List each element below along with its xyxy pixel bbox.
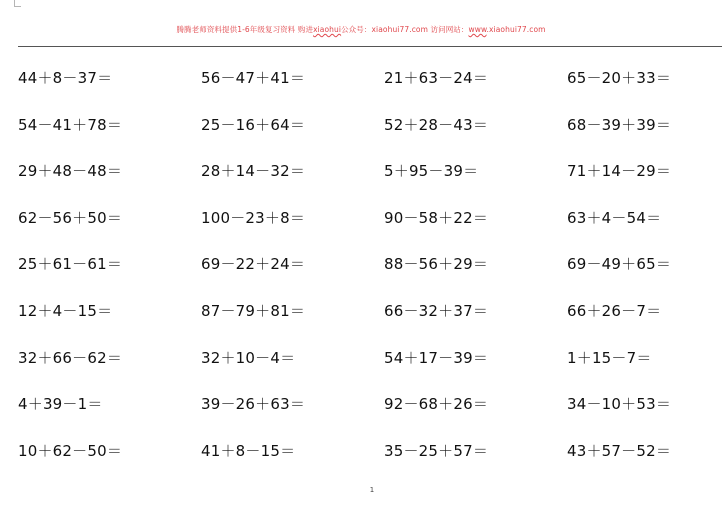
- page-header: [0, 24, 722, 35]
- page-number: 1: [369, 486, 375, 494]
- math-problem: 66－32＋37＝: [384, 301, 489, 320]
- header-text-part2: 公众号：xiaohui77.com 访问网站：: [341, 25, 469, 34]
- math-problem: 25－16＋64＝: [201, 115, 306, 134]
- math-problem: 43＋57－52＝: [567, 441, 672, 460]
- math-problem: 25＋61－61＝: [18, 255, 123, 274]
- math-problem: 29＋48－48＝: [18, 162, 123, 181]
- math-problem: 90－58＋22＝: [384, 208, 489, 227]
- math-problem: 1＋15－7＝: [567, 348, 652, 367]
- header-text-wavy1: xiaohui: [313, 25, 342, 34]
- math-problem: 54－41＋78＝: [18, 115, 123, 134]
- header-text-wavy2: www: [468, 25, 487, 34]
- header-text-part3: .xiaohui77.com: [486, 25, 546, 34]
- math-problem: 65－20＋33＝: [567, 69, 672, 87]
- math-problem: 56－47＋41＝: [201, 69, 306, 87]
- math-problem: 68－39＋39＝: [567, 115, 672, 134]
- math-problem: 28＋14－32＝: [201, 162, 306, 181]
- math-problem: 10＋62－50＝: [18, 441, 123, 460]
- math-problem: 32＋10－4＝: [201, 348, 296, 367]
- math-problem: 12＋4－15＝: [18, 301, 113, 320]
- math-problem: 69－22＋24＝: [201, 255, 306, 274]
- math-problem: 63＋4－54＝: [567, 208, 662, 227]
- math-problem: 71＋14－29＝: [567, 162, 672, 181]
- math-problem: 32＋66－62＝: [18, 348, 123, 367]
- math-problem: 62－56＋50＝: [18, 208, 123, 227]
- math-problem: 92－68＋26＝: [384, 395, 489, 414]
- math-problem: 4＋39－1＝: [18, 395, 103, 414]
- math-problem: 52＋28－43＝: [384, 115, 489, 134]
- math-problem: 87－79＋81＝: [201, 301, 306, 320]
- math-problem: 44＋8－37＝: [18, 69, 113, 87]
- math-problem: 5＋95－39＝: [384, 162, 479, 181]
- problem-grid: [18, 66, 722, 485]
- math-problem: 66＋26－7＝: [567, 301, 662, 320]
- header-divider: [18, 46, 722, 47]
- header-text-part1: 腾腾老师资料提供1-6年级复习资料 购进: [176, 25, 314, 34]
- math-problem: 21＋63－24＝: [384, 69, 489, 87]
- math-problem: 69－49＋65＝: [567, 255, 672, 274]
- math-problem: 34－10＋53＝: [567, 395, 672, 414]
- math-problem: 35－25＋57＝: [384, 441, 489, 460]
- math-problem: 39－26＋63＝: [201, 395, 306, 414]
- math-problem: 54＋17－39＝: [384, 348, 489, 367]
- page-corner-mark: [14, 0, 21, 7]
- math-problem: 41＋8－15＝: [201, 441, 296, 460]
- math-problem: 100－23＋8＝: [201, 208, 306, 227]
- math-problem: 88－56＋29＝: [384, 255, 489, 274]
